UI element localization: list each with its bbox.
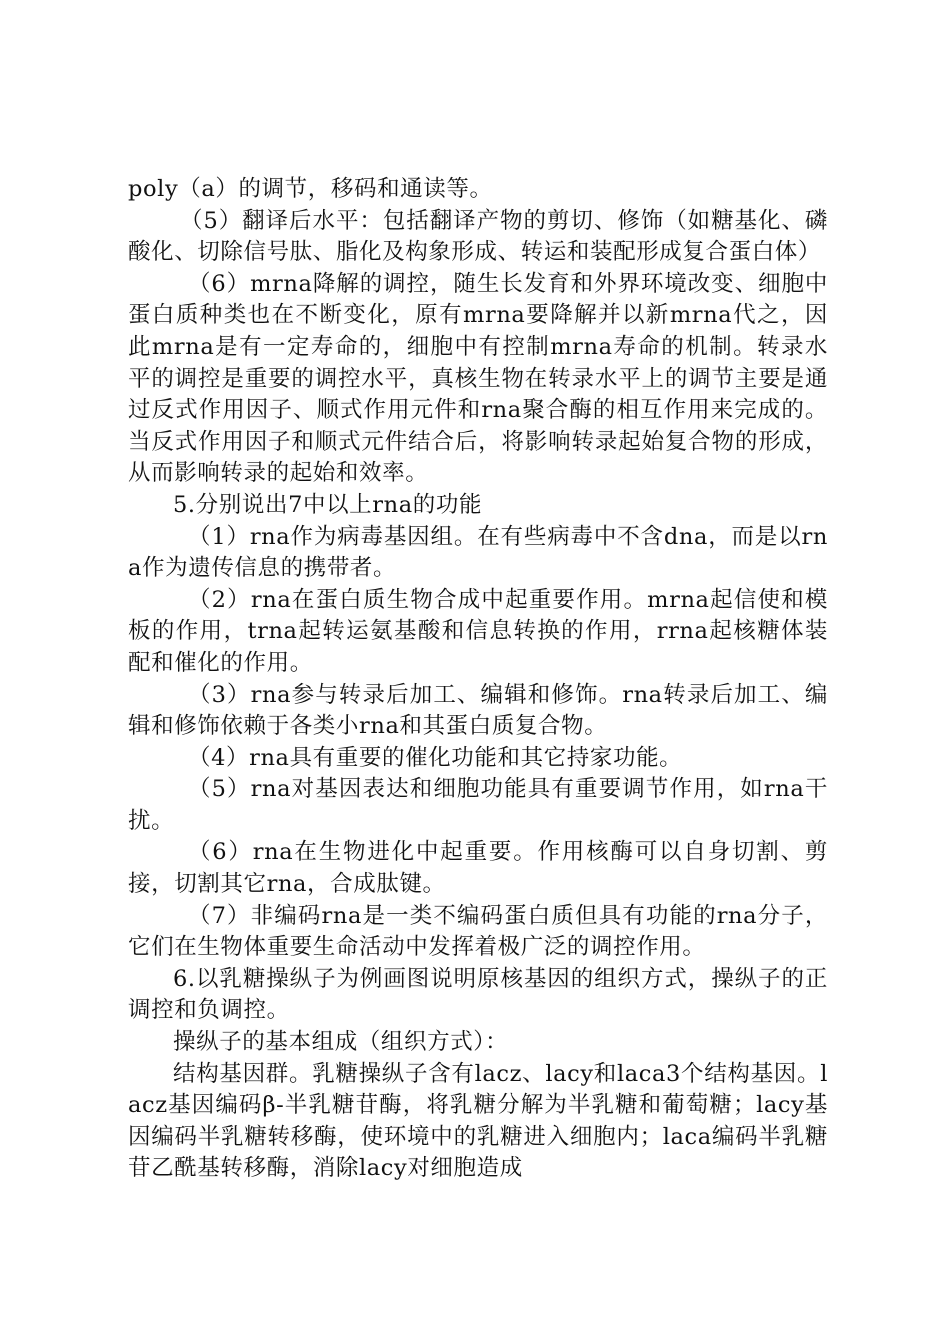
paragraph-post-translation: （5）翻译后水平：包括翻译产物的剪切、修饰（如糖基化、磷酸化、切除信号肽、脂化及构象形成、转运和装配形成复合蛋白体） xyxy=(128,207,828,266)
paragraph-continuation: poly（a）的调节，移码和通读等。 xyxy=(128,176,493,202)
paragraph-rna-function-5: （5）rna对基因表达和细胞功能具有重要调节作用，如rna干扰。 xyxy=(128,776,828,834)
paragraph-operon-composition-heading: 操纵子的基本组成（组织方式）： xyxy=(173,1029,509,1056)
document-body xyxy=(128,174,828,1185)
paragraph-structural-genes: 结构基因群。乳糖操纵子含有lacz、lacy和laca3个结构基因。lacz基因编码β-半乳糖苷酶，将乳糖分解为半乳糖和葡萄糖；lacy基因编码半乳糖转移酶，使环境中的乳糖进入细胞内；laca编码半乳糖苷乙酰基转移酶，消除lacy对细胞造成 xyxy=(128,1060,828,1182)
paragraph-rna-function-3: （3）rna参与转录后加工、编辑和修饰。rna转录后加工、编辑和修饰依赖于各类小rna和其蛋白质复合物。 xyxy=(128,681,828,740)
paragraph-rna-function-7: （7）非编码rna是一类不编码蛋白质但具有功能的rna分子，它们在生物体重要生命活动中发挥着极广泛的调控作用。 xyxy=(128,902,828,961)
paragraph-rna-function-1: （1）rna作为病毒基因组。在有些病毒中不含dna，而是以rna作为遗传信息的携带者。 xyxy=(128,523,828,582)
paragraph-rna-function-2: （2）rna在蛋白质生物合成中起重要作用。mrna起信使和模板的作用，trna起转运氨基酸和信息转换的作用，rrna起核糖体装配和催化的作用。 xyxy=(128,586,828,676)
paragraph-rna-function-4: （4）rna具有重要的催化功能和其它持家功能。 xyxy=(188,744,683,771)
paragraph-rna-function-6: （6）rna在生物进化中起重要。作用核酶可以自身切割、剪接，切割其它rna，合成肽键。 xyxy=(128,839,828,898)
paragraph-mrna-degradation: （6）mrna降解的调控，随生长发育和外界环境改变、细胞中蛋白质种类也在不断变化，原有mrna要降解并以新mrna代之，因此mrna是有一定寿命的，细胞中有控制mrna寿命的机制。转录水平的调控是重要的调控水平，真核生物在转录水平上的调节主要是通过反式作用因子、顺式作用元件和rna聚合酶的相互作用来完成的。当反式作用因子和顺式元件结合后，将影响转录起始复合物的形成，从而影响转录的起始和效率。 xyxy=(128,270,828,487)
question-5-heading: 5.分别说出7中以上rna的功能 xyxy=(173,491,483,518)
question-6-heading: 6.以乳糖操纵子为例画图说明原核基因的组织方式，操纵子的正调控和负调控。 xyxy=(128,965,828,1024)
